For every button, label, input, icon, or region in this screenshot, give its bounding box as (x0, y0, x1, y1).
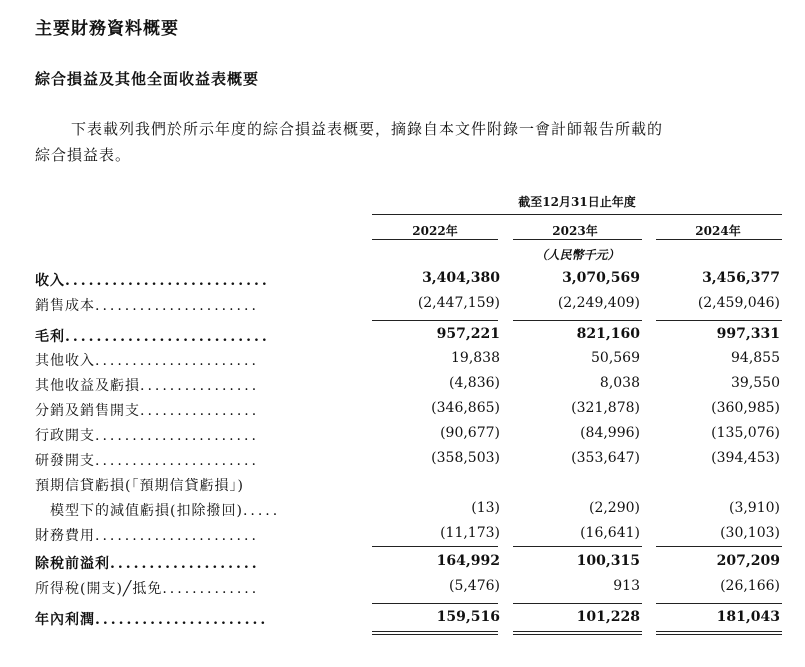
value-cell-2023: 101,228 (576, 609, 640, 625)
subtotal-rule (656, 603, 782, 604)
row-label-text: 分銷及銷售開支 (35, 403, 140, 419)
leader-dots: ..... (242, 503, 281, 519)
value-cell-2022: (346,865) (431, 400, 500, 416)
table-row (35, 350, 785, 374)
table-row (35, 500, 785, 524)
row-label (35, 578, 259, 598)
table-row (35, 400, 785, 424)
value-cell-2024: 94,855 (731, 350, 780, 366)
intro-paragraph (35, 116, 795, 168)
subtotal-rule (372, 603, 498, 604)
value-cell-2023: (2,290) (588, 500, 640, 516)
leader-dots: ...................... (95, 428, 259, 444)
value-cell-2022: (13) (471, 500, 500, 516)
intro-line-2: 綜合損益表。 (35, 146, 132, 164)
row-label (35, 270, 270, 290)
value-cell-2022: 957,221 (436, 326, 500, 342)
row-label (35, 609, 268, 629)
section-title: 綜合損益及其他全面收益表概要 (35, 70, 260, 88)
value-cell-2023: 100,315 (576, 553, 640, 569)
table-row (35, 553, 785, 577)
value-cell-2023: 3,070,569 (562, 270, 640, 286)
leader-dots: ...................... (95, 298, 259, 314)
row-label-text: 模型下的減值虧損(扣除撥回) (35, 503, 243, 519)
row-label (35, 553, 260, 573)
subtotal-rule (656, 546, 782, 547)
row-label (35, 525, 259, 545)
value-cell-2022: 159,516 (436, 609, 500, 625)
year-2023: 2023年 (552, 224, 598, 238)
row-label (35, 475, 244, 495)
value-cell-2022: 3,404,380 (422, 270, 500, 286)
value-cell-2023: 8,038 (599, 375, 640, 391)
table-row (35, 270, 785, 294)
value-cell-2024: (394,453) (711, 450, 780, 466)
leader-dots: ...................... (95, 453, 259, 469)
value-cell-2022: (11,173) (440, 525, 500, 541)
leader-dots: ...................... (95, 612, 269, 628)
value-cell-2022: (90,677) (440, 425, 500, 441)
row-label-text: 其他收入 (35, 353, 95, 369)
table-row (35, 295, 785, 319)
value-cell-2023: (353,647) (571, 450, 640, 466)
value-cell-2022: (5,476) (448, 578, 500, 594)
year-2024: 2024年 (695, 224, 741, 238)
row-label-text: 銷售成本 (35, 298, 95, 314)
table-row (35, 609, 785, 633)
intro-line-1: 下表載列我們於所示年度的綜合損益表概要，摘錄自本文件附錄一會計師報告所載的 (71, 120, 664, 138)
row-label-text: 財務費用 (35, 528, 95, 544)
table-row (35, 578, 785, 602)
value-cell-2024: 997,331 (716, 326, 780, 342)
row-label (35, 500, 280, 520)
value-cell-2024: 3,456,377 (702, 270, 780, 286)
row-label-text: 所得稅(開支)╱抵免 (35, 581, 163, 597)
leader-dots: ............. (162, 581, 260, 597)
row-label-text: 研發開支 (35, 453, 95, 469)
value-cell-2024: (2,459,046) (697, 295, 780, 311)
year-rule (656, 239, 782, 240)
row-label-text: 其他收益及虧損 (35, 378, 140, 394)
table-row (35, 425, 785, 449)
value-cell-2024: (360,985) (711, 400, 780, 416)
table-row (35, 450, 785, 474)
currency-unit: （人民幣千元） (535, 248, 620, 262)
subtotal-rule (513, 320, 642, 321)
value-cell-2022: 164,992 (436, 553, 500, 569)
value-cell-2022: (2,447,159) (417, 295, 500, 311)
leader-dots: ................... (110, 556, 260, 572)
period-rule (372, 214, 782, 215)
year-rule (513, 239, 642, 240)
row-label-text: 毛利 (35, 329, 65, 345)
subtotal-rule (513, 603, 642, 604)
year-2022: 2022年 (412, 224, 458, 238)
row-label (35, 295, 259, 315)
value-cell-2024: (26,166) (720, 578, 780, 594)
page-title: 主要財務資料概要 (35, 19, 179, 39)
total-double-rule (656, 631, 782, 635)
subtotal-rule (656, 320, 782, 321)
year-rule (372, 239, 498, 240)
row-label-text: 收入 (35, 273, 65, 289)
row-label (35, 400, 259, 420)
value-cell-2023: 913 (613, 578, 640, 594)
period-header: 截至12月31日止年度 (518, 195, 636, 209)
leader-dots: ...................... (95, 353, 259, 369)
subtotal-rule (372, 320, 498, 321)
leader-dots: ................ (140, 378, 260, 394)
value-cell-2023: (2,249,409) (557, 295, 640, 311)
value-cell-2023: (321,878) (571, 400, 640, 416)
row-label (35, 326, 270, 346)
leader-dots: .......................... (65, 273, 270, 289)
value-cell-2023: (84,996) (580, 425, 640, 441)
row-label-text: 年內利潤 (35, 612, 95, 628)
value-cell-2024: (135,076) (711, 425, 780, 441)
row-label-text: 除稅前溢利 (35, 556, 110, 572)
total-double-rule (372, 631, 498, 635)
leader-dots: .......................... (65, 329, 270, 345)
row-label (35, 425, 259, 445)
row-label-text: 行政開支 (35, 428, 95, 444)
value-cell-2023: 50,569 (591, 350, 640, 366)
value-cell-2022: (358,503) (431, 450, 500, 466)
value-cell-2022: 19,838 (451, 350, 500, 366)
value-cell-2023: 821,160 (576, 326, 640, 342)
value-cell-2024: (3,910) (728, 500, 780, 516)
table-row (35, 326, 785, 350)
value-cell-2024: 207,209 (716, 553, 780, 569)
subtotal-rule (513, 546, 642, 547)
row-label (35, 350, 259, 370)
table-row (35, 475, 785, 499)
row-label-text: 預期信貸虧損(「預期信貸虧損」) (35, 478, 244, 494)
value-cell-2024: 181,043 (716, 609, 780, 625)
value-cell-2024: 39,550 (731, 375, 780, 391)
value-cell-2022: (4,836) (448, 375, 500, 391)
value-cell-2023: (16,641) (580, 525, 640, 541)
value-cell-2024: (30,103) (720, 525, 780, 541)
leader-dots: ...................... (95, 528, 259, 544)
table-row (35, 375, 785, 399)
subtotal-rule (372, 546, 498, 547)
row-label (35, 375, 259, 395)
total-double-rule (513, 631, 642, 635)
row-label (35, 450, 259, 470)
leader-dots: ................ (140, 403, 260, 419)
